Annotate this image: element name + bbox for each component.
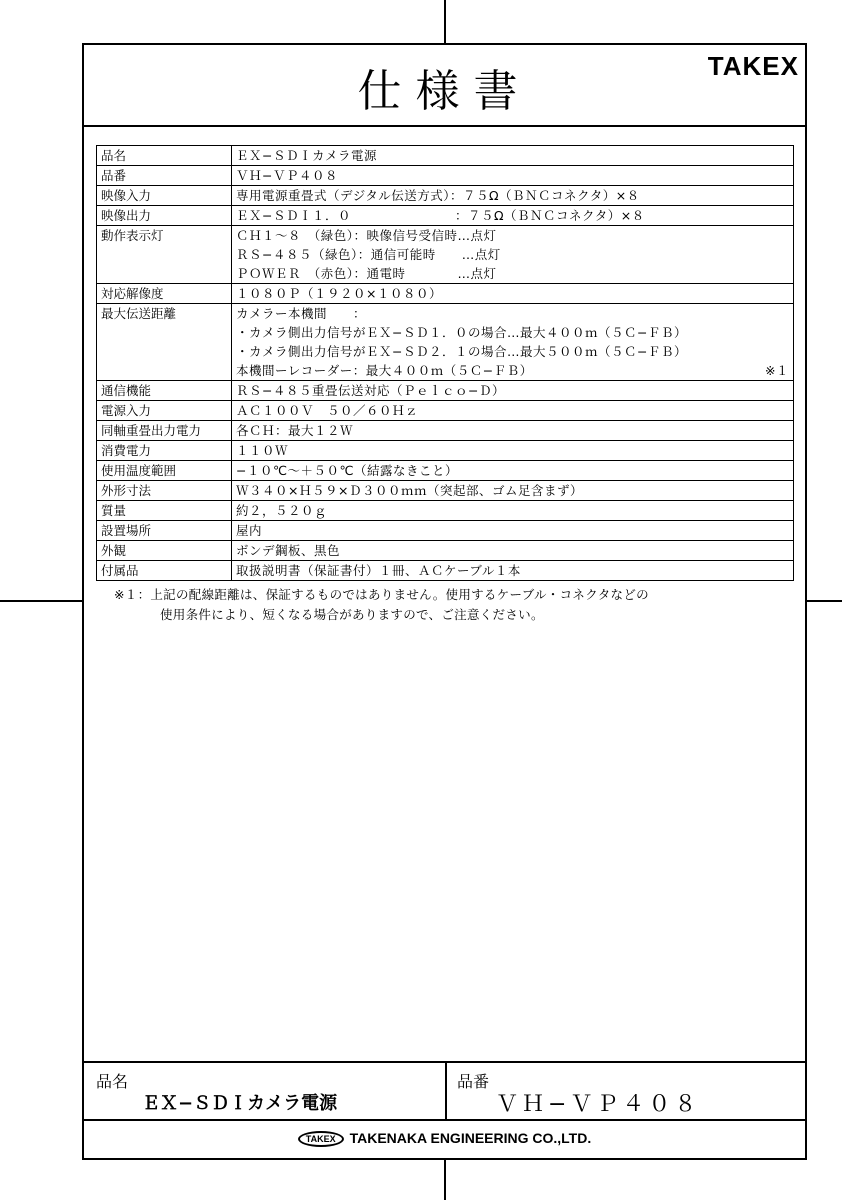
footnote-line-2: 使用条件により、短くなる場合がありますので、ご注意ください。 (160, 607, 544, 622)
spec-value-line: 取扱説明書（保証書付）１冊、ＡＣケーブル１本 (236, 563, 521, 578)
spec-value (232, 561, 794, 581)
spec-row (97, 501, 794, 521)
spec-value-line: カメラー本機間 ： (236, 306, 367, 321)
brand-logo: TAKEX (707, 51, 799, 81)
spec-row (97, 461, 794, 481)
crop-mark-top (444, 0, 446, 43)
spec-value (232, 401, 794, 421)
spec-row (97, 521, 794, 541)
spec-label: 最大伝送距離 (97, 304, 232, 381)
spec-value (232, 226, 794, 284)
spec-value (232, 541, 794, 561)
spec-value (232, 304, 794, 381)
spec-row (97, 206, 794, 226)
spec-value-line: 約２，５２０ｇ (236, 503, 328, 518)
spec-value (232, 481, 794, 501)
crop-mark-left (0, 600, 82, 602)
spec-label: 電源入力 (97, 401, 232, 421)
spec-value-line: 各ＣＨ：最大１２Ｗ (236, 423, 354, 438)
footer-name-label: 品名 (96, 1072, 129, 1091)
spec-row (97, 166, 794, 186)
company-line (84, 1130, 805, 1147)
spec-row (97, 146, 794, 166)
spec-label: 外形寸法 (97, 481, 232, 501)
spec-value-line: 専用電源重畳式（デジタル伝送方式）：７５Ω（ＢＮＣコネクタ）×８ (236, 188, 640, 203)
spec-row (97, 401, 794, 421)
footer-model-label: 品番 (457, 1072, 490, 1091)
spec-label: 動作表示灯 (97, 226, 232, 284)
spec-label: 通信機能 (97, 381, 232, 401)
title-row (84, 45, 805, 127)
spec-value (232, 206, 794, 226)
footer-divider (445, 1063, 447, 1119)
spec-label: 品名 (97, 146, 232, 166)
spec-value (232, 501, 794, 521)
spec-value-line: ＶＨ−ＶＰ４０８ (236, 168, 338, 183)
spec-value-line: ＡＣ１００Ｖ ５０／６０Ｈｚ (236, 403, 419, 418)
spec-value-line: １１０Ｗ (236, 443, 289, 458)
spec-value (232, 381, 794, 401)
spec-label: 質量 (97, 501, 232, 521)
spec-value (232, 461, 794, 481)
spec-row (97, 441, 794, 461)
spec-row (97, 481, 794, 501)
spec-label: 映像入力 (97, 186, 232, 206)
spec-row (97, 381, 794, 401)
crop-mark-right (807, 600, 842, 602)
spec-label: 消費電力 (97, 441, 232, 461)
spec-label: 外観 (97, 541, 232, 561)
spec-label: 同軸重畳出力電力 (97, 421, 232, 441)
spec-row (97, 186, 794, 206)
crop-mark-bottom (444, 1160, 446, 1200)
spec-row (97, 421, 794, 441)
spec-value (232, 166, 794, 186)
spec-value-line: Ｗ３４０×Ｈ５９×Ｄ３００ｍｍ（突起部、ゴム足含まず） (236, 483, 583, 498)
spec-label: 付属品 (97, 561, 232, 581)
spec-value-line: １０８０Ｐ（１９２０×１０８０） (236, 286, 442, 301)
spec-value (232, 186, 794, 206)
page-title: 仕様書 (357, 66, 532, 117)
spec-row (97, 226, 794, 284)
spec-label: 対応解像度 (97, 284, 232, 304)
spec-sheet-frame (82, 43, 807, 1160)
spec-note-mark: ※１ (765, 363, 789, 378)
spec-value-line: ＥＸ−ＳＤＩカメラ電源 (236, 148, 377, 163)
company-name: TAKENAKA ENGINEERING CO.,LTD. (349, 1130, 592, 1146)
spec-table (96, 145, 794, 581)
spec-row (97, 561, 794, 581)
footnote (114, 585, 649, 625)
spec-value-line: ＰＯＷＥＲ （赤色）：通電時 …点灯 (236, 266, 497, 281)
spec-row (97, 304, 794, 381)
spec-value-line: ＥＸ−ＳＤＩ１．０ ：７５Ω（ＢＮＣコネクタ）×８ (236, 208, 645, 223)
spec-value-line: 屋内 (236, 523, 263, 538)
spec-label: 映像出力 (97, 206, 232, 226)
spec-value (232, 521, 794, 541)
spec-value-line: 本機間ーレコーダー：最大４００ｍ（５Ｃ−ＦＢ） (236, 363, 533, 378)
spec-value-line: ＲＳ−４８５（緑色）：通信可能時 …点灯 (236, 247, 501, 262)
footnote-line-1: ※１：上記の配線距離は、保証するものではありません。使用するケーブル・コネクタなどの (114, 587, 649, 602)
footer-info (84, 1061, 805, 1121)
spec-value-line: −１０℃〜＋５０℃（結露なきこと） (236, 463, 459, 478)
company-badge-logo: TAKEX (298, 1131, 344, 1147)
spec-value-line: ボンデ鋼板、黒色 (236, 543, 341, 558)
spec-value (232, 284, 794, 304)
spec-label: 品番 (97, 166, 232, 186)
spec-value-line: ・カメラ側出力信号がＥＸ−ＳＤ１．０の場合…最大４００ｍ（５Ｃ−ＦＢ） (236, 325, 687, 340)
spec-row (97, 284, 794, 304)
spec-value-line: ・カメラ側出力信号がＥＸ−ＳＤ２．１の場合…最大５００ｍ（５Ｃ−ＦＢ） (236, 344, 687, 359)
spec-value (232, 421, 794, 441)
footer-name-value: ＥＸ−ＳＤＩカメラ電源 (142, 1093, 338, 1114)
spec-value (232, 146, 794, 166)
spec-label: 使用温度範囲 (97, 461, 232, 481)
footer-model-value: ＶＨ−ＶＰ４０８ (496, 1092, 701, 1117)
spec-value-line: ＣＨ１〜８ （緑色）：映像信号受信時…点灯 (236, 228, 497, 243)
spec-value (232, 441, 794, 461)
spec-value-line: ＲＳ−４８５重畳伝送対応（Ｐｅｌｃｏ−Ｄ） (236, 383, 505, 398)
spec-label: 設置場所 (97, 521, 232, 541)
spec-row (97, 541, 794, 561)
